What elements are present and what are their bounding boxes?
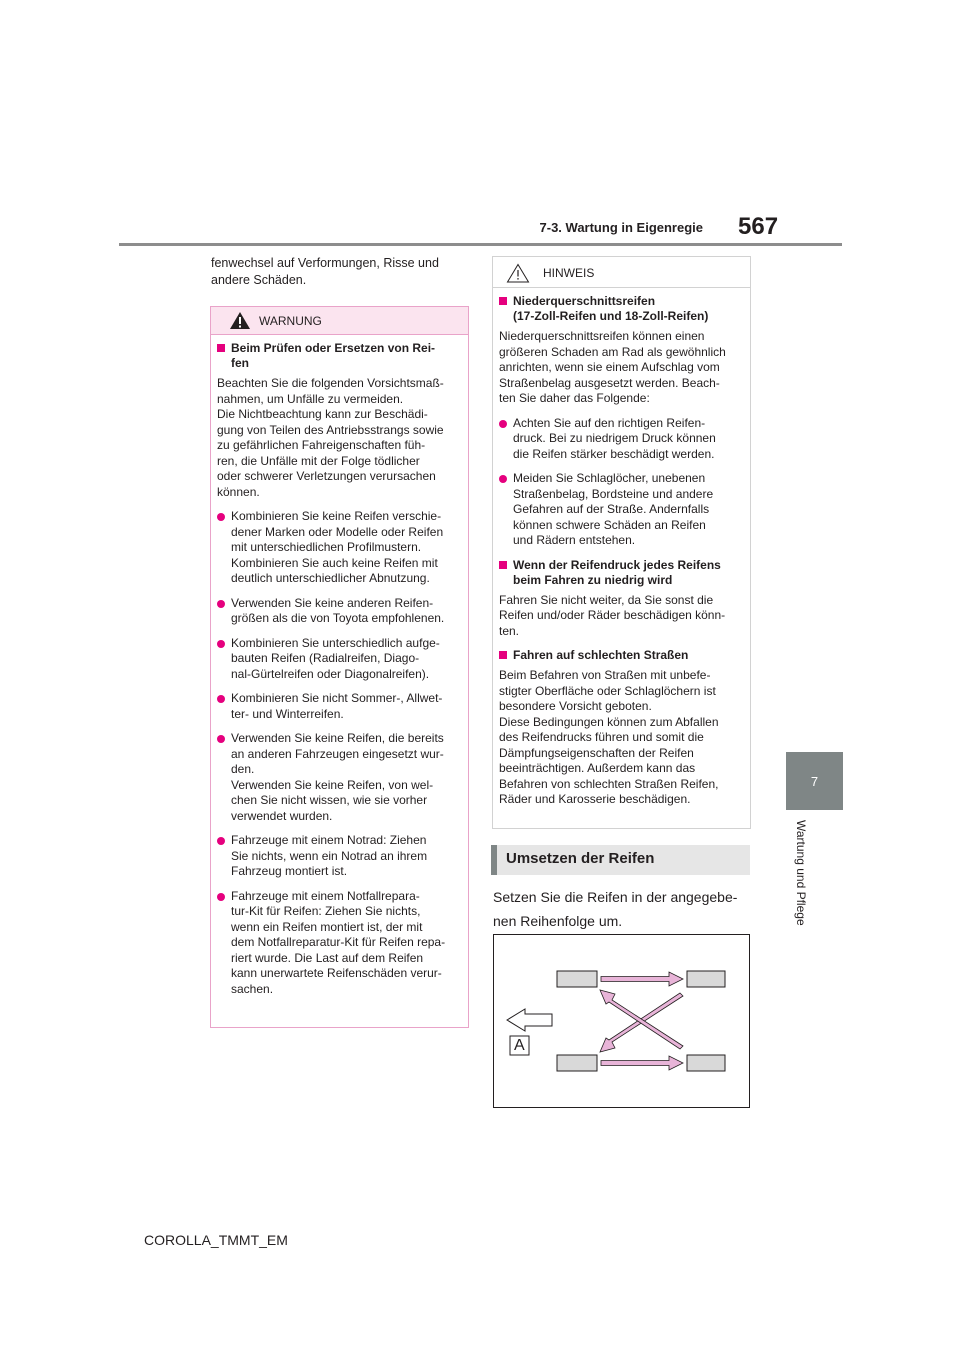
warning-content [217, 341, 467, 1006]
warning-header [211, 307, 468, 335]
list-item: Fahrzeuge mit einem Notfallrepara- tur-Kit für Reifen: Ziehen Sie nichts, wenn ein Reifen montiert ist, der mit dem Notfallreparatur-Kit für Reifen repa- riert wurde. Die Last auf dem Reifen kann unerwartete Reifenschäden verur- sachen. [217, 889, 467, 998]
section-heading-text: Umsetzen der Reifen [506, 850, 655, 867]
tire-rear-left [557, 1055, 597, 1071]
chapter-tab [786, 752, 843, 810]
page-number: 567 [738, 213, 779, 240]
section-heading [491, 845, 750, 875]
arrow-rear-left-to-rear-right [601, 1056, 683, 1070]
list-item: Fahrzeuge mit einem Notrad: Ziehen Sie nichts, wenn ein Notrad an ihrem Fahrzeug montiert ist. [217, 833, 467, 880]
label-a: A [514, 1037, 525, 1054]
arrow-front-left-to-front-right [601, 972, 683, 986]
dot-bullet-icon [217, 837, 225, 845]
heading-bar [491, 845, 497, 875]
header-rule [119, 243, 842, 246]
list-item: Verwenden Sie keine Reifen, die bereits an anderen Fahrzeugen eingesetzt wur- den. Verwenden Sie keine Reifen, von wel- chen Sie nicht wissen, wie sie vorher verwendet wurden. [217, 731, 467, 824]
list-item: Meiden Sie Schlaglöcher, unebenen Straßenbelag, Bordsteine und andere Gefahren auf der Straße. Andernfalls können schwere Schäden an Reifen und Rädern entstehen. [499, 471, 747, 549]
chapter-number: 7 [810, 773, 819, 789]
note-paragraph: Fahren Sie nicht weiter, da Sie sonst die Reifen und/oder Räder beschädigen könn- ten. [499, 592, 726, 638]
note-heading: Wenn der Reifendruck jedes Reifens beim Fahren zu niedrig wird [499, 558, 747, 588]
section-title: 7-3. Wartung in Eigenregie [539, 220, 703, 235]
note-paragraph: Niederquerschnittsreifen können einen größeren Schaden am Rad als gewöhnlich anrichten, wenn sie einem Aufschlag vom Straßenbelag ausgesetzt werden. Beach- ten Sie daher das Folgende: [499, 329, 726, 405]
square-bullet-icon [499, 651, 507, 659]
warning-bullet-list [217, 509, 467, 997]
note-paragraph: Beim Befahren von Straßen mit unbefe- stigter Oberfläche oder Schlaglöchern ist besondere Vorsicht geboten. Diese Bedingungen können zum Abfallen des Reifendrucks führen und somit die Dämpfungseigenschaften der Reifen beeinträchtigen. Außerdem kann das Befahren von schlechten Straßen Reifen, Räder und Karosserie beschädigen. [499, 668, 719, 806]
dot-bullet-icon [217, 695, 225, 703]
square-bullet-icon [499, 297, 507, 305]
dot-bullet-icon [217, 893, 225, 901]
dot-bullet-icon [217, 640, 225, 648]
rotation-text: Setzen Sie die Reifen in der angegebe- nen Reihenfolge um. [493, 889, 738, 929]
dot-bullet-icon [499, 420, 507, 428]
note-content [499, 294, 747, 817]
list-item: Achten Sie auf den richtigen Reifen- druck. Bei zu niedrigem Druck können die Reifen stärker beschädigt werden. [499, 416, 747, 463]
list-item: Verwenden Sie keine anderen Reifen- größen als die von Toyota empfohlenen. [217, 596, 467, 627]
warning-heading: Beim Prüfen oder Ersetzen von Rei- fen [217, 341, 467, 371]
dot-bullet-icon [499, 475, 507, 483]
front-direction-arrow-icon [507, 1009, 552, 1031]
warning-paragraph: Beachten Sie die folgenden Vorsichtsmaß- nahmen, um Unfälle zu vermeiden. Die Nichtbeachtung kann zur Beschädi- gung von Teilen des Antriebsstrangs sowie zu gefährlichen Fahreigenschaften füh- ren, die Unfälle mit der Folge tödlicher oder schwerer Verletzungen verursachen können. [217, 376, 444, 499]
note-heading: Fahren auf schlechten Straßen [499, 648, 747, 663]
dot-bullet-icon [217, 735, 225, 743]
note-label: HINWEIS [543, 266, 595, 280]
tire-front-left [557, 971, 597, 987]
tire-rotation-diagram [493, 934, 750, 1108]
note-heading: Niederquerschnittsreifen (17-Zoll-Reifen und 18-Zoll-Reifen) [499, 294, 747, 324]
dot-bullet-icon [217, 600, 225, 608]
square-bullet-icon [499, 561, 507, 569]
list-item: Kombinieren Sie keine Reifen verschie- dener Marken oder Modelle oder Reifen mit unterschiedlichen Profilmustern. Kombinieren Sie auch keine Reifen mit deutlich unterschiedlicher Abnutzung. [217, 509, 467, 587]
footer-code: COROLLA_TMMT_EM [144, 1232, 288, 1248]
square-bullet-icon [217, 344, 225, 352]
warning-label: WARNUNG [259, 314, 322, 328]
note-header [493, 257, 750, 288]
warning-box [210, 306, 469, 1028]
intro-text: fenwechsel auf Verformungen, Risse und andere Schäden. [211, 256, 439, 287]
chapter-title: Wartung und Pflege [794, 820, 808, 926]
list-item: Kombinieren Sie nicht Sommer-, Allwet- ter- und Winterreifen. [217, 691, 467, 722]
warning-triangle-icon [229, 311, 251, 335]
dot-bullet-icon [217, 513, 225, 521]
caution-triangle-icon [506, 263, 530, 288]
note-box [492, 256, 751, 829]
list-item: Kombinieren Sie unterschiedlich aufge- bauten Reifen (Radialreifen, Diago- nal-Gürtelreifen oder Diagonalreifen). [217, 636, 467, 683]
tire-front-right [687, 971, 725, 987]
tire-rear-right [687, 1055, 725, 1071]
